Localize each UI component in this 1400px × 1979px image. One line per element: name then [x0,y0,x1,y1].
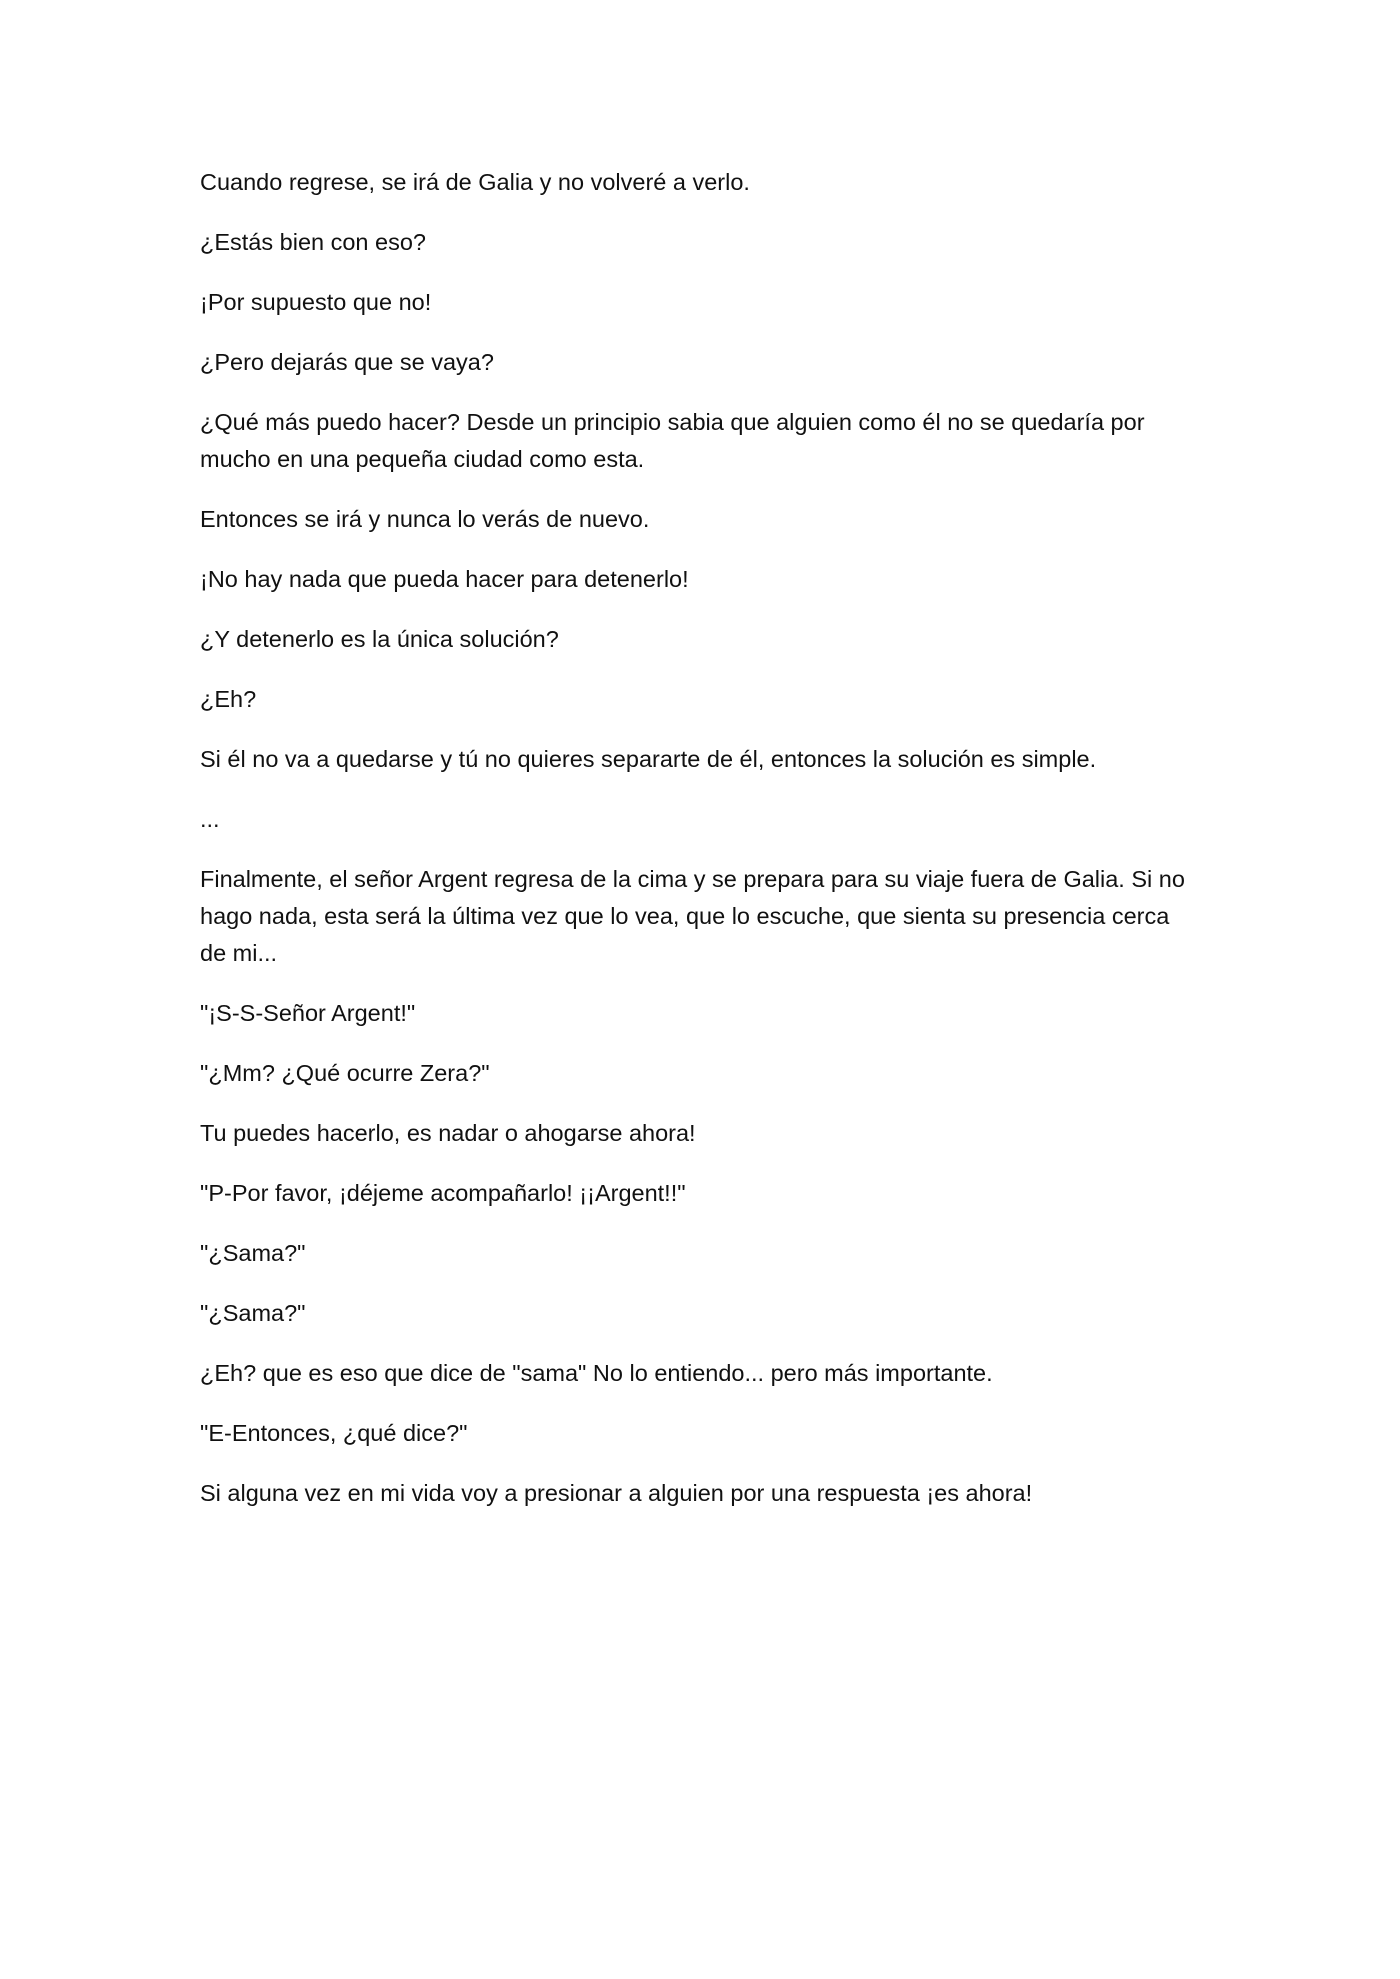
paragraph: "E-Entonces, ¿qué dice?" [200,1420,468,1446]
paragraph: ¡No hay nada que pueda hacer para detenerlo! [200,566,689,592]
paragraph: "¡S-S-Señor Argent!" [200,1000,416,1026]
paragraph: ¡Por supuesto que no! [200,289,432,315]
paragraph: "¿Sama?" [200,1300,306,1326]
paragraph: Tu puedes hacerlo, es nadar o ahogarse ahora! [200,1120,696,1146]
paragraph: Entonces se irá y nunca lo verás de nuevo. [200,506,650,532]
paragraph: ¿Pero dejarás que se vaya? [200,349,494,375]
paragraph: Si alguna vez en mi vida voy a presionar a alguien por una respuesta ¡es ahora! [200,1480,1033,1506]
paragraph: "P-Por favor, ¡déjeme acompañarlo! ¡¡Argent!!" [200,1180,686,1206]
document-body [200,164,1200,1535]
paragraph: ... [200,806,220,832]
paragraph: Cuando regrese, se irá de Galia y no volveré a verlo. [200,169,750,195]
paragraph: "¿Mm? ¿Qué ocurre Zera?" [200,1060,490,1086]
paragraph: ¿Qué más puedo hacer? Desde un principio sabia que alguien como él no se quedaría por mucho en una pequeña ciudad como esta. [200,409,1145,472]
paragraph: "¿Sama?" [200,1240,306,1266]
paragraph: ¿Eh? que es eso que dice de "sama" No lo entiendo... pero más importante. [200,1360,993,1386]
paragraph: Si él no va a quedarse y tú no quieres separarte de él, entonces la solución es simple. [200,746,1097,772]
paragraph: ¿Estás bien con eso? [200,229,426,255]
paragraph: ¿Y detenerlo es la única solución? [200,626,559,652]
paragraph: Finalmente, el señor Argent regresa de la cima y se prepara para su viaje fuera de Galia. Si no hago nada, esta será la última vez que lo vea, que lo escuche, que sienta su presencia cerca de mi... [200,866,1185,966]
paragraph: ¿Eh? [200,686,257,712]
